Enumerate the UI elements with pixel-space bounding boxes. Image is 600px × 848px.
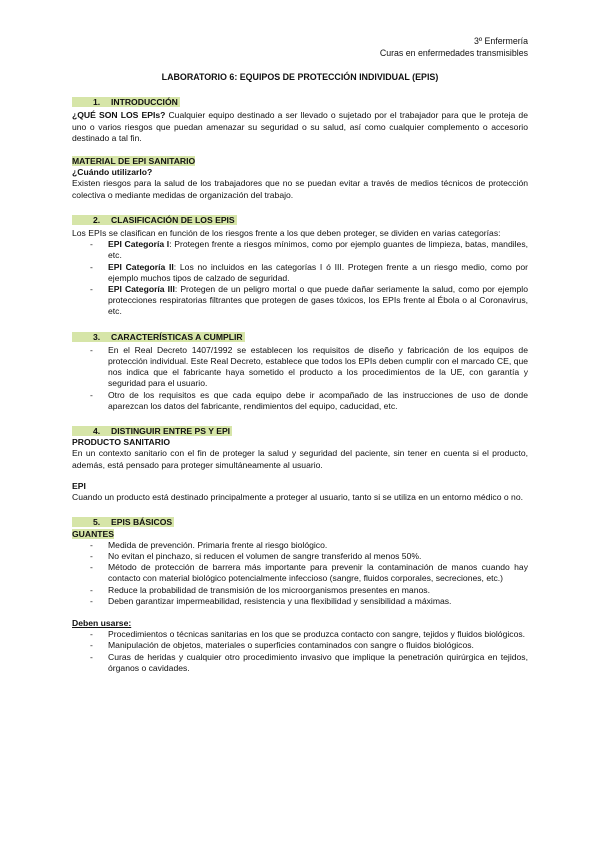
list-item: - En el Real Decreto 1407/1992 se establecen los requisitos de diseño y fabricación de los equipos de protección individual. Este Real Decreto, establece que todos los EPIs deben cumplir con el marcado CE, que nos indica que el fabricante haya sometido el producto a los procedimientos de la UE, con garantía y seguridad para el usuario. (72, 345, 528, 390)
section-5-number: 5. (93, 517, 101, 528)
list-item: - Curas de heridas y cualquier otro procedimiento invasivo que implique la penetración quirúrgica en tejidos, órganos o cavidades. (72, 652, 528, 674)
section-2-heading (72, 215, 528, 226)
section-3-heading (72, 332, 528, 343)
use-title: Deben usarse: (72, 617, 132, 628)
section-4-heading (72, 426, 528, 437)
section-4-number: 4. (93, 426, 101, 437)
use-list (72, 629, 528, 674)
section-5-title: EPIS BÁSICOS (111, 517, 173, 528)
list-item: - Medida de prevención. Primaria frente al riesgo biológico. (72, 540, 528, 551)
list-item: - EPI Categoría I: Protegen frente a riesgos mínimos, como por ejemplo guantes de limpieza, batas, mandiles, etc. (72, 239, 528, 261)
epi-title: EPI (72, 480, 86, 491)
when-title: ¿Cuándo utilizarlo? (72, 167, 153, 178)
list-item: - Manipulación de objetos, materiales o superficies contaminados con sangre o fluidos biológicos. (72, 640, 528, 651)
material-title: MATERIAL DE EPI SANITARIO (72, 156, 196, 167)
list-item: - Método de protección de barrera más importante para prevenir la contaminación de manos cuando hay contacto con material biológico potencialmente infeccioso (sangre, fluidos corporales, secreciones, etc.) (72, 562, 528, 584)
list-item: - Reduce la probabilidad de transmisión de los microorganismos presentes en manos. (72, 585, 528, 596)
section-4-title: DISTINGUIR ENTRE PS Y EPI (111, 426, 231, 437)
document-title: LABORATORIO 6: EQUIPOS DE PROTECCIÓN INDIVIDUAL (EPIS) (161, 72, 439, 82)
list-item: - Deben garantizar impermeabilidad, resistencia y una flexibilidad y sensibilidad a máximas. (72, 596, 528, 607)
header-course: 3º Enfermería (473, 36, 528, 46)
list-item: - Procedimientos o técnicas sanitarias en los que se produzca contacto con sangre, tejidos y fluidos biológicos. (72, 629, 528, 640)
section-3-title: CARACTERÍSTICAS A CUMPLIR (111, 331, 243, 342)
document-page (72, 36, 528, 674)
list-item: - EPI Categoría III: Protegen de un peligro mortal o que puede dañar seriamente la salud, como por ejemplo protecciones respiratorias filtrantes que protegen de gases tóxicos, los EPIs frente al Ébola o al Coronavirus, etc. (72, 284, 528, 318)
section-1-number: 1. (93, 97, 101, 108)
section-1-heading (72, 97, 528, 108)
list-item: - EPI Categoría II: Los no incluidos en las categorías I ó III. Protegen frente a un riesgo medio, como por ejemplo muchos tipos de calzado de seguridad. (72, 262, 528, 284)
header-subject: Curas en enfermedades transmisibles (379, 47, 528, 58)
intro-text: Cualquier equipo destinado a ser llevado o sujetado por el trabajador para que le proteja de uno o varios riesgos que puedan amenazar su seguridad o su salud, así como cualquier complemento o accesorio destinado a tal fin. (72, 110, 528, 143)
section-1-title: INTRODUCCIÓN (111, 97, 178, 108)
intro-paragraph (72, 110, 528, 144)
ps-title: PRODUCTO SANITARIO (72, 437, 171, 448)
section-2-number: 2. (93, 214, 101, 225)
page-header (72, 36, 528, 59)
epi-text: Cuando un producto está destinado principalmente a proteger al usuario, tanto si se utiliza en un entorno médico o no. (72, 492, 523, 503)
when-text: Existen riesgos para la salud de los trabajadores que no se puedan evitar a través de medios técnicos de protección colectiva o mediante medidas de organización del trabajo. (72, 178, 528, 200)
section-5-heading (72, 517, 528, 528)
gloves-title: GUANTES (72, 528, 115, 539)
section-3-number: 3. (93, 331, 101, 342)
list-item: - No evitan el pinchazo, si reducen el volumen de sangre transferido al menos 50%. (72, 551, 528, 562)
classification-intro: Los EPIs se clasifican en función de los riesgos frente a los que deben proteger, se dividen en varias categorías: (72, 228, 501, 239)
list-item: - Otro de los requisitos es que cada equipo debe ir acompañado de las instrucciones de uso de donde aparezcan los datos del fabricante, rendimientos del equipo, caducidad, etc. (72, 390, 528, 412)
requirements-list (72, 345, 528, 412)
gloves-list (72, 540, 528, 607)
section-2-title: CLASIFICACIÓN DE LOS EPIS (111, 214, 235, 225)
intro-question: ¿QUÉ SON LOS EPIs? (72, 110, 166, 121)
category-list (72, 239, 528, 317)
ps-text: En un contexto sanitario con el fin de proteger la salud y seguridad del paciente, sin tener en cuenta si el producto, además, está pensado para proteger simultáneamente al usuario. (72, 448, 528, 470)
